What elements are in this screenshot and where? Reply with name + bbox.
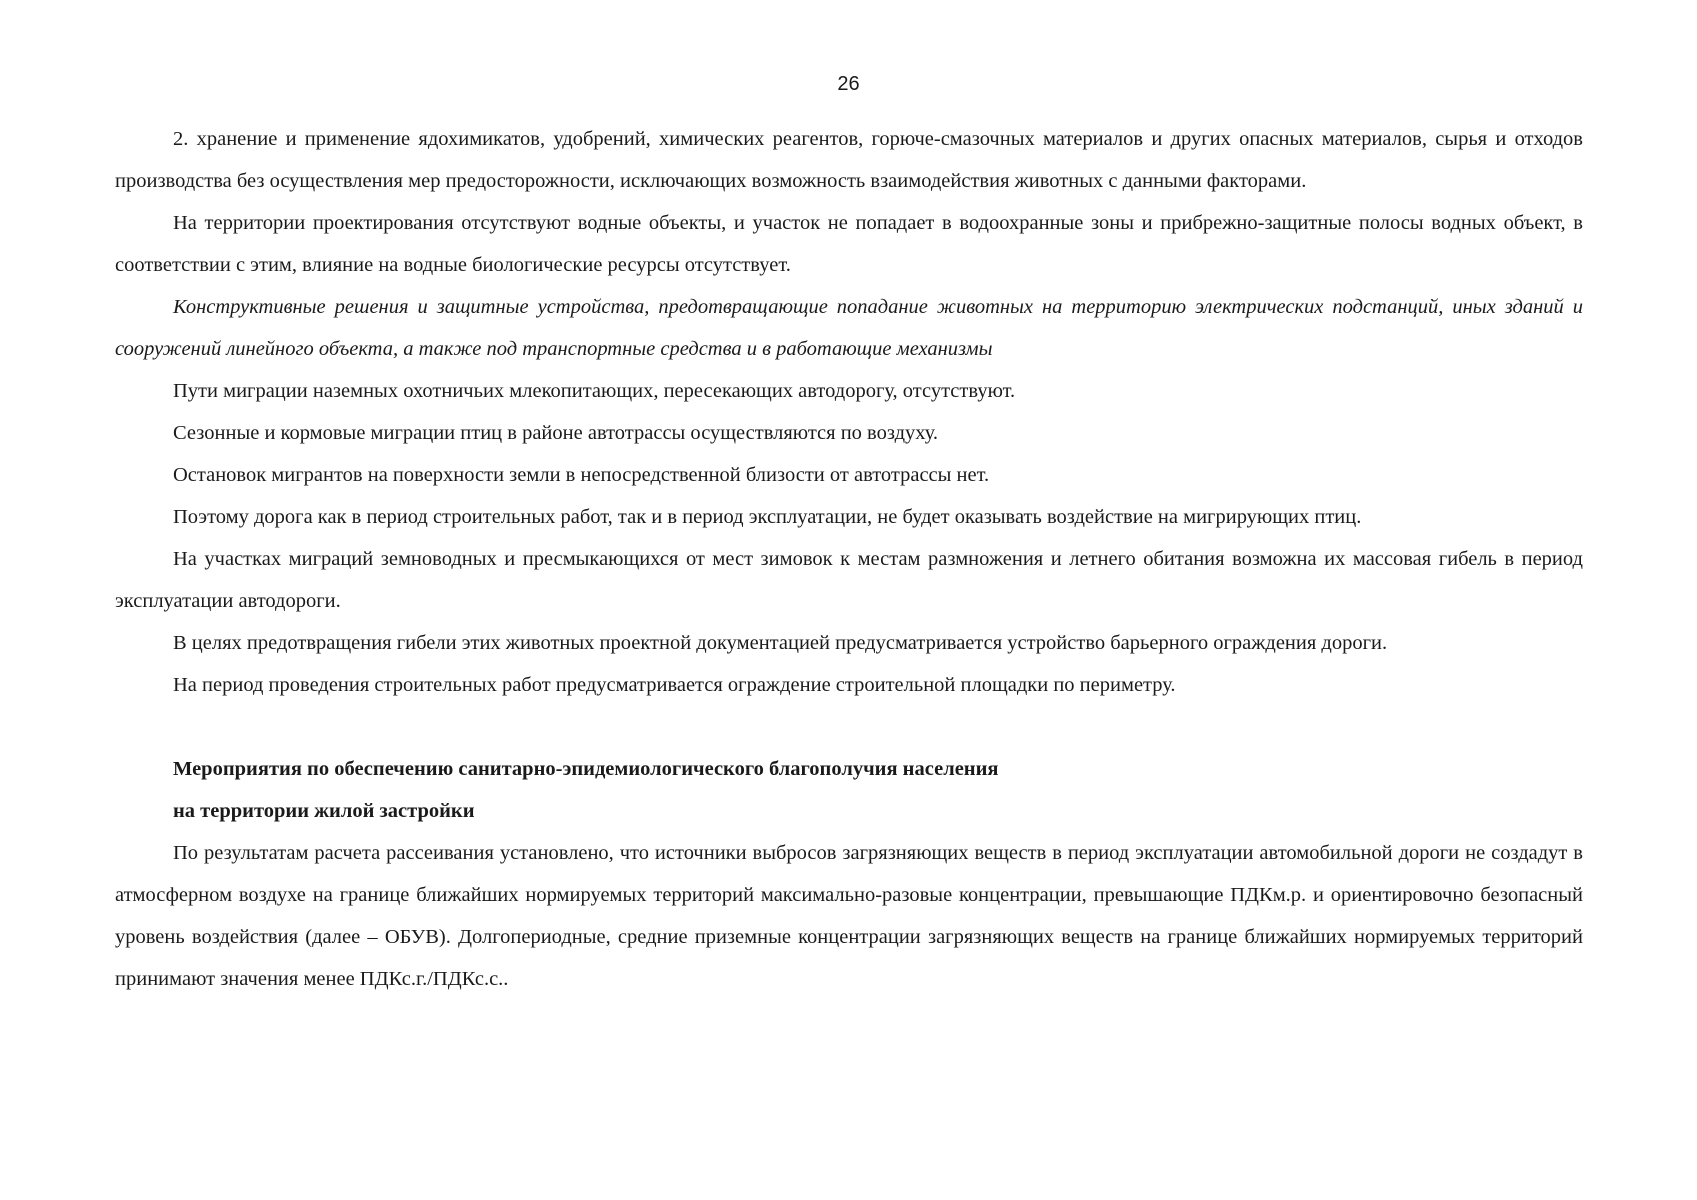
paragraph-storage-hazardous-materials: 2. хранение и применение ядохимикатов, удобрений, химических реагентов, горюче-смазочных материалов и других опасных материалов, сырья и отходов производства без осуществления мер предосторожности, исключающих возможность взаимодействия животных с данными факторами. [115, 128, 1583, 192]
document-body [115, 118, 1583, 1000]
section-heading-line-1: Мероприятия по обеспечению санитарно-эпидемиологического благополучия населения [173, 758, 999, 780]
page-number: 26 [837, 73, 860, 95]
paragraph-amphibian-migration: На участках миграций земноводных и пресмыкающихся от мест зимовок к местам размножения и летнего обитания возможна их массовая гибель в период эксплуатации автодороги. [115, 548, 1583, 612]
paragraph-migrant-stops: Остановок мигрантов на поверхности земли в непосредственной близости от автотрассы нет. [173, 464, 990, 486]
paragraph-bird-migration: Сезонные и кормовые миграции птиц в районе автотрассы осуществляются по воздуху. [173, 422, 939, 444]
paragraph-water-objects: На территории проектирования отсутствуют водные объекты, и участок не попадает в водоохранные зоны и прибрежно-защитные полосы водных объект, в соответствии с этим, влияние на водные биологические ресурсы отсутствует. [115, 212, 1583, 276]
paragraph-road-impact: Поэтому дорога как в период строительных работ, так и в период эксплуатации, не будет оказывать воздействие на мигрирующих птиц. [173, 506, 1362, 528]
paragraph-dispersion-results: По результатам расчета рассеивания установлено, что источники выбросов загрязняющих веществ в период эксплуатации автомобильной дороги не создадут в атмосферном воздухе на границе ближайших нормируемых территорий максимально-разовые концентрации, превышающие ПДКм.р. и ориентировочно безопасный уровень воздействия (далее – ОБУВ). Долгопериодные, средние приземные концентрации загрязняющих веществ на границе ближайших нормируемых территорий принимают значения менее ПДКс.г./ПДКс.с.. [115, 842, 1583, 990]
paragraph-construction-fence: На период проведения строительных работ предусматривается ограждение строительной площадки по периметру. [173, 674, 1176, 696]
paragraph-barrier-fence: В целях предотвращения гибели этих животных проектной документацией предусматривается устройство барьерного ограждения дороги. [173, 632, 1388, 654]
paragraph-italic-subheading: Конструктивные решения и защитные устройства, предотвращающие попадание животных на территорию электрических подстанций, иных зданий и сооружений линейного объекта, а также под транспортные средства и в работающие механизмы [115, 296, 1583, 360]
section-heading [115, 748, 1583, 832]
paragraph-mammal-migration: Пути миграции наземных охотничьих млекопитающих, пересекающих автодорогу, отсутствуют. [173, 380, 1016, 402]
section-heading-line-2: на территории жилой застройки [173, 800, 475, 822]
